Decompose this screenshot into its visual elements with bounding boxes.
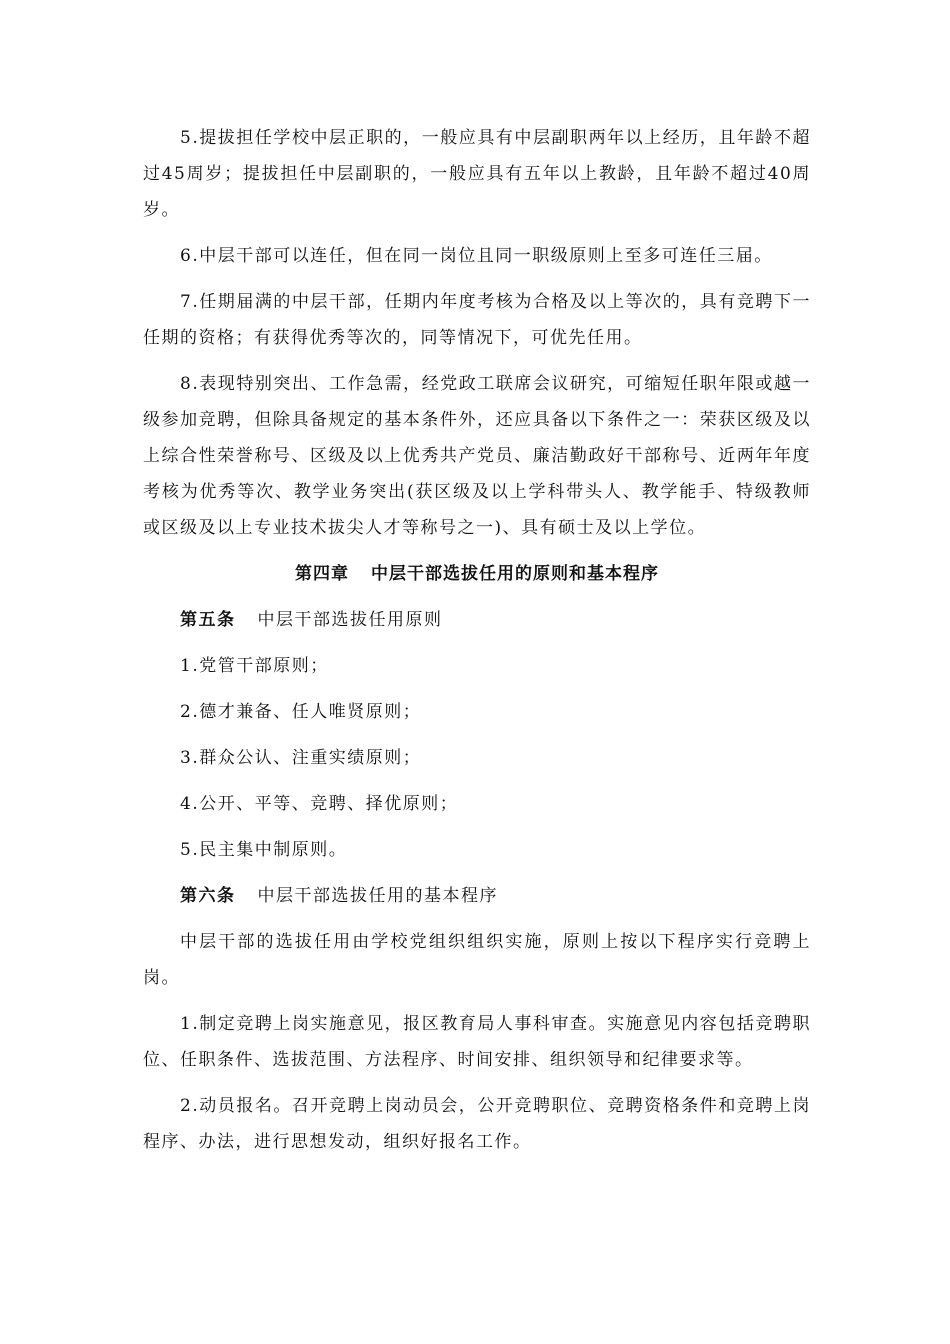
article-5-heading [143,602,811,638]
article-5-number: 第五条 [180,610,236,630]
paragraph-item-7: 7.任期届满的中层干部，任期内年度考核为合格及以上等次的，具有竞聘下一任期的资格；有获得优秀等次的，同等情况下，可优先任用。 [143,292,811,348]
article-5-item-2: 2.德才兼备、任人唯贤原则； [180,702,422,722]
article-5-title: 中层干部选拔任用原则 [257,610,443,630]
article-6-intro: 中层干部的选拔任用由学校党组织组织实施，原则上按以下程序实行竞聘上岗。 [143,932,811,988]
article-5-item-1: 1.党管干部原则； [180,656,329,676]
paragraph-item-6: 6.中层干部可以连任，但在同一岗位且同一职级原则上至多可连任三届。 [180,246,773,266]
chapter-title: 中层干部选拔任用的原则和基本程序 [371,564,659,584]
chapter-number: 第四章 [295,564,349,584]
article-6-item-1: 1.制定竞聘上岗实施意见，报区教育局人事科审查。实施意见内容包括竞聘职位、任职条件、选拔范围、方法程序、时间安排、组织领导和纪律要求等。 [143,1014,811,1070]
paragraph-item-8: 8.表现特别突出、工作急需，经党政工联席会议研究，可缩短任职年限或越一级参加竞聘，但除具备规定的基本条件外，还应具备以下条件之一：荣获区级及以上综合性荣誉称号、区级及以上优秀共产党员、廉洁勤政好干部称号、近两年年度考核为优秀等次、教学业务突出(获区级及以上学科带头人、教学能手、特级教师或区级及以上专业技术拔尖人才等称号之一)、具有硕士及以上学位。 [143,374,811,538]
article-6-number: 第六条 [180,886,236,906]
paragraph-item-5: 5.提拔担任学校中层正职的，一般应具有中层副职两年以上经历，且年龄不超过45周岁；提拔担任中层副职的，一般应具有五年以上教龄，且年龄不超过40周岁。 [143,128,811,220]
article-6-title: 中层干部选拔任用的基本程序 [257,886,498,906]
article-6-item-2: 2.动员报名。召开竞聘上岗动员会，公开竞聘职位、竞聘资格条件和竞聘上岗程序、办法，进行思想发动，组织好报名工作。 [143,1096,811,1152]
article-5-item-3: 3.群众公认、注重实绩原则； [180,748,422,768]
article-6-heading [143,878,811,914]
article-5-item-5: 5.民主集中制原则。 [180,840,348,860]
article-5-item-4: 4.公开、平等、竞聘、择优原则； [180,794,459,814]
chapter-heading [143,556,811,592]
document-body [143,120,811,1170]
